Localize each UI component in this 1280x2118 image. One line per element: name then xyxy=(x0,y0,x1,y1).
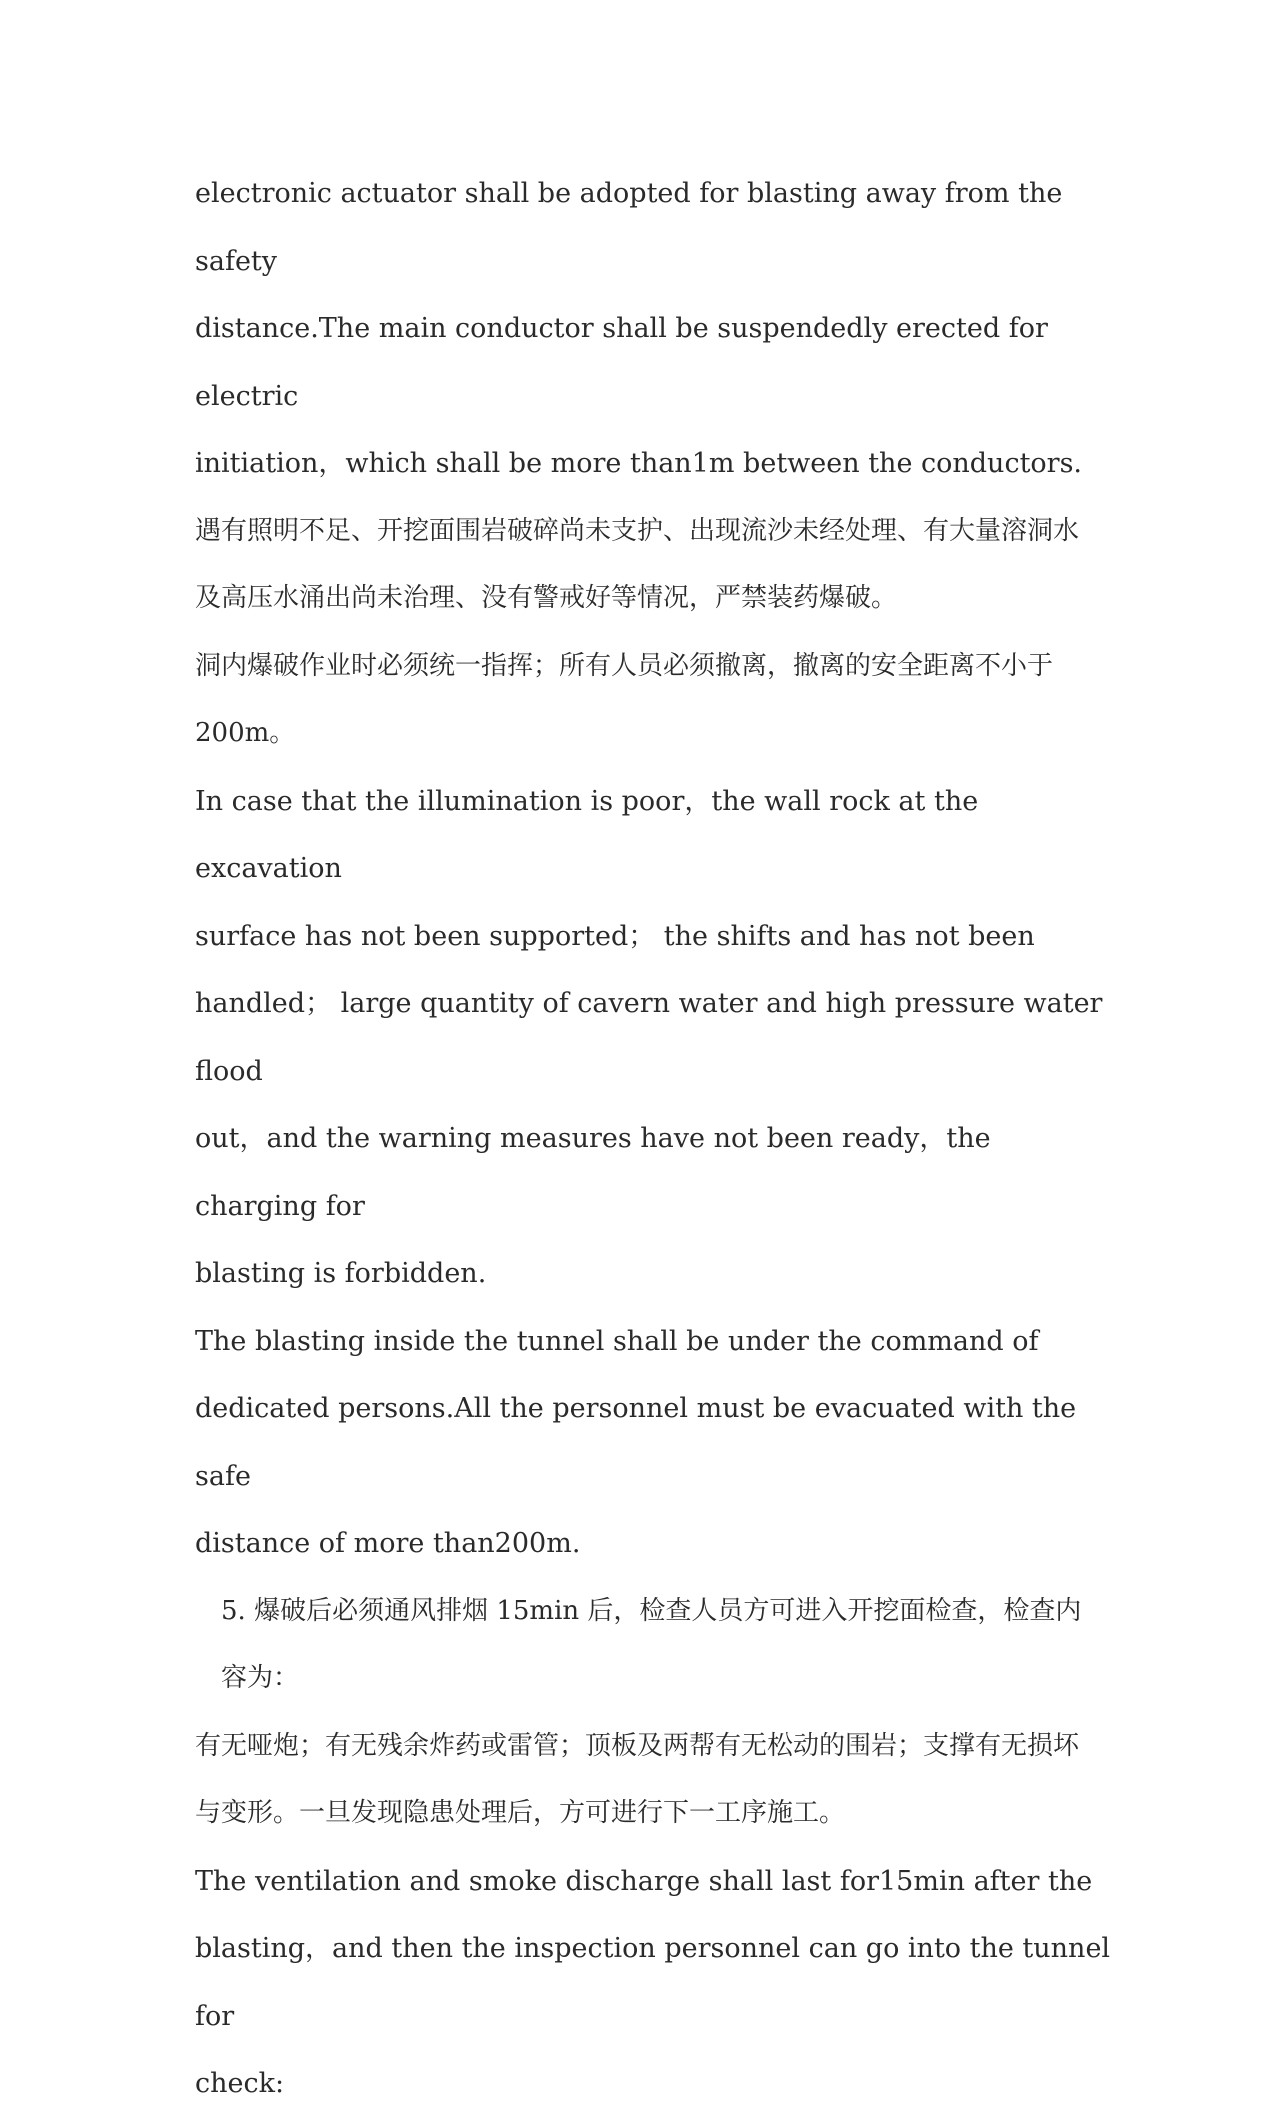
text-line: blasting is forbidden. xyxy=(195,1258,487,1289)
text-line: distance of more than200m. xyxy=(195,1528,581,1559)
paragraph-7 xyxy=(195,1713,1115,1848)
text-line: 遇有照明不足、开挖面围岩破碎尚未支护、出现流沙未经处理、有大量溶洞水 xyxy=(195,515,1080,546)
text-line: surface has not been supported； the shifts and has not been xyxy=(195,920,1035,952)
text-line: distance.The main conductor shall be suspendedly erected for electric xyxy=(195,313,1048,412)
text-line: dedicated persons.All the personnel must be evacuated with the safe xyxy=(195,1393,1077,1492)
text-line: 有无哑炮；有无残余炸药或雷管；顶板及两帮有无松动的围岩；支撑有无损坏 xyxy=(195,1730,1080,1761)
text-line: The blasting inside the tunnel shall be under the command of xyxy=(195,1325,1039,1357)
paragraph-3 xyxy=(195,633,1115,768)
text-line: initiation，which shall be more than1m between the conductors. xyxy=(195,448,1083,479)
paragraph-2 xyxy=(195,498,1115,633)
text-line: 容为： xyxy=(221,1663,300,1693)
text-line: 与变形。一旦发现隐患处理后，方可进行下一工序施工。 xyxy=(195,1798,846,1828)
text-line: 5. 爆破后必须通风排烟 15min 后，检查人员方可进入开挖面检查，检查内 xyxy=(221,1595,1082,1626)
text-line: In case that the illumination is poor，the wall rock at the excavation xyxy=(195,785,979,884)
paragraph-8 xyxy=(195,1848,1115,2118)
text-line: The ventilation and smoke discharge shall last for15min after the xyxy=(195,1865,1093,1897)
paragraph-5 xyxy=(195,1308,1115,1578)
paragraph-4 xyxy=(195,768,1115,1308)
paragraph-1 xyxy=(195,160,1115,498)
text-line: out，and the warning measures have not been ready，the charging for xyxy=(195,1123,991,1222)
paragraph-6 xyxy=(195,1578,1115,1713)
text-line: 及高压水涌出尚未治理、没有警戒好等情况，严禁装药爆破。 xyxy=(195,583,898,613)
text-line: blasting，and then the inspection personnel can go into the tunnel for xyxy=(195,1933,1111,2032)
text-line: handled； large quantity of cavern water and high pressure water flood xyxy=(195,988,1103,1087)
document-body xyxy=(195,160,1115,2118)
text-line: 洞内爆破作业时必须统一指挥；所有人员必须撤离，撤离的安全距离不小于 xyxy=(195,650,1054,681)
text-line: 200m。 xyxy=(195,718,296,748)
text-line: electronic actuator shall be adopted for blasting away from the safety xyxy=(195,178,1063,277)
text-line: check: xyxy=(195,2068,285,2099)
